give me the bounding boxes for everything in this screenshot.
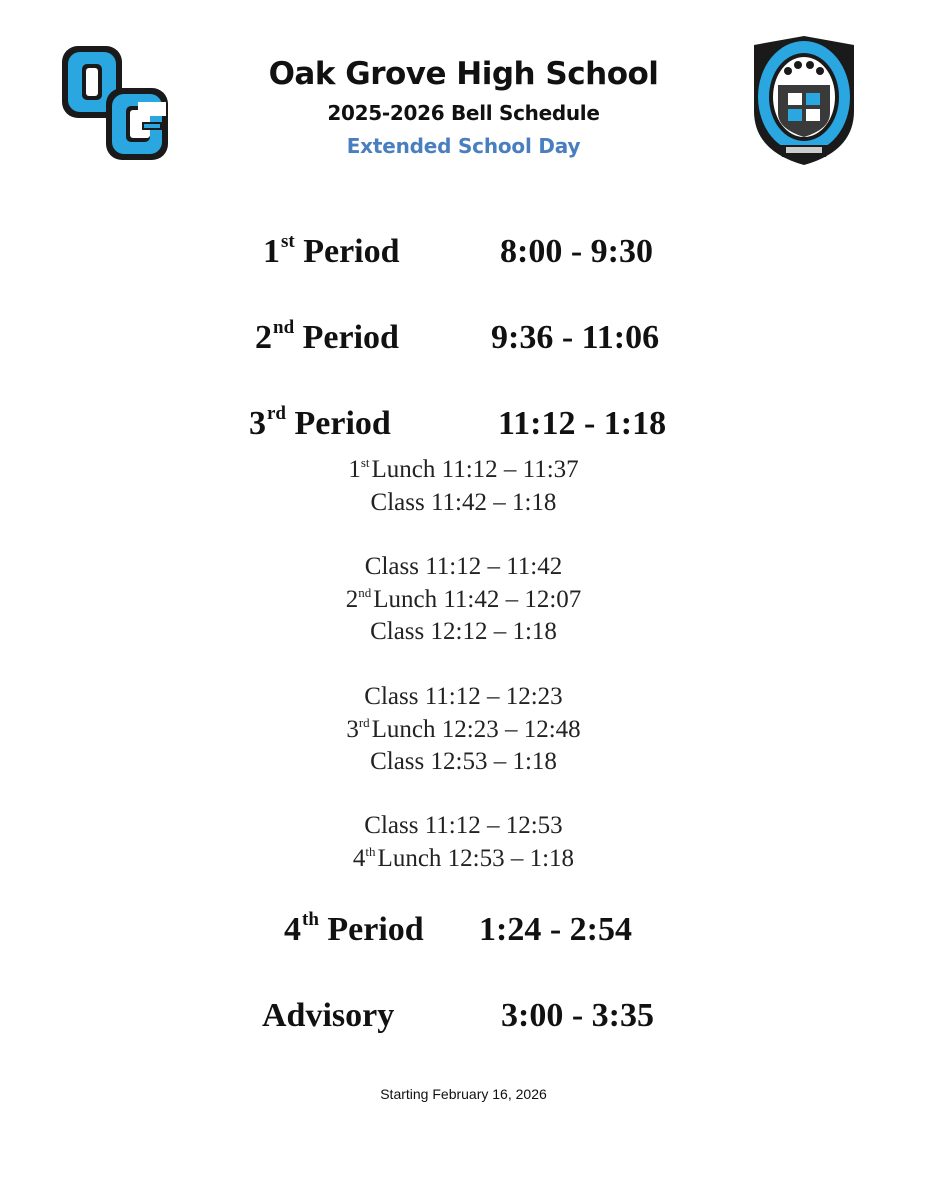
period-row-1 [0, 233, 927, 277]
class-line: Class 11:12 – 12:23 [364, 683, 563, 710]
class-line: Class 12:12 – 1:18 [370, 618, 557, 645]
period-time: 8:00 - 9:30 [500, 233, 653, 270]
lunch-line: 4thLunch 12:53 – 1:18 [352, 843, 575, 872]
class-line: Class 11:12 – 11:42 [364, 553, 563, 580]
period-time: 9:36 - 11:06 [491, 319, 660, 356]
period-name: 2nd Period [255, 317, 399, 356]
period-name: 1st Period [263, 231, 400, 270]
lunch-line: 1stLunch 11:12 – 11:37 [348, 455, 579, 483]
period-time: 3:00 - 3:35 [501, 997, 654, 1034]
schedule-variant: Extended School Day [346, 134, 581, 158]
period-row-2 [0, 319, 927, 363]
period-row-3 [0, 405, 927, 449]
school-name: Oak Grove High School [268, 56, 659, 92]
lunch-group-4 [0, 810, 927, 875]
lunch-group-3 [0, 681, 927, 779]
period-name: Advisory [262, 997, 395, 1034]
lunch-group-1 [0, 454, 927, 519]
school-seal [748, 33, 860, 168]
period-name: 3rd Period [249, 403, 391, 442]
effective-date-note: Starting February 16, 2026 [380, 1086, 547, 1102]
lunch-line: 3rdLunch 12:23 – 12:48 [346, 714, 581, 743]
lunch-group-2 [0, 551, 927, 649]
period-time: 11:12 - 1:18 [498, 405, 667, 442]
period-row-4 [0, 911, 927, 955]
lunch-line: 2ndLunch 11:42 – 12:07 [345, 584, 582, 613]
period-row-advisory [0, 997, 927, 1041]
class-line: Class 11:42 – 1:18 [370, 488, 557, 516]
period-name: 4th Period [284, 909, 424, 948]
class-line: Class 12:53 – 1:18 [370, 748, 557, 775]
schedule-title: 2025-2026 Bell Schedule [327, 101, 600, 125]
period-time: 1:24 - 2:54 [479, 911, 632, 948]
class-line: Class 11:12 – 12:53 [364, 812, 563, 839]
